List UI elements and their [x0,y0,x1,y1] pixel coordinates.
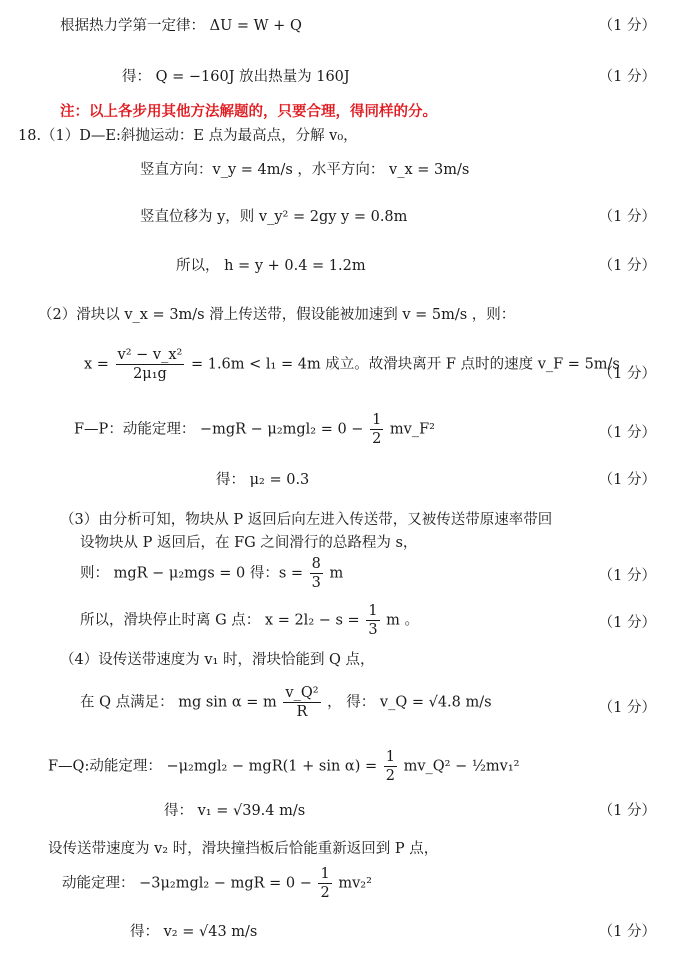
equation-left: F—Q:动能定理： −μ₂mgl₂ − mgR(1 + sin α) = [48,758,378,775]
q18-part1-heading: 18.（1）D—E:斜抛运动：E 点为最高点，分解 v₀， [18,128,358,144]
grading-note: 注：以上各步用其他方法解题的，只要合理，得同样的分。 [60,103,437,120]
q18-part3-setup: 设物块从 P 返回后，在 FG 之间滑行的总路程为 s， [80,535,418,551]
v2-result-line: 得： v₂ = √43 m/s [130,924,258,940]
equation-left: F—P：动能定理： −mgR − μ₂mgl₂ = 0 − [74,421,364,438]
equation-right: mv_F² [389,421,435,438]
equation-left: 在 Q 点满足： mg sin α = m [80,694,277,711]
fraction-denominator: 2μ₁g [133,366,167,382]
q-point-condition-line [80,684,492,721]
heat-result-line: 得： Q = −160J 放出热量为 160J [122,69,350,85]
score-mark: （1 分） [598,568,656,584]
fraction-denominator: 2 [385,768,395,784]
equation-right: mv_Q² − ½mv₁² [403,758,520,775]
fraction [384,748,397,785]
fraction-numerator: v² − v_x² [117,347,183,363]
fraction-denominator: 2 [320,885,330,901]
equation-left: x = [84,356,109,373]
score-mark: （1 分） [598,924,656,940]
fraction [283,684,320,721]
fraction-denominator: 3 [311,575,321,591]
score-mark: （1 分） [598,209,656,225]
score-mark: （1 分） [598,615,656,631]
fp-energy-line [74,411,435,448]
score-mark: （1 分） [598,700,656,716]
velocity-components-line: 竖直方向：v_y = 4m/s ，水平方向： v_x = 3m/s [140,162,470,178]
score-mark: （1 分） [598,472,656,488]
score-mark: （1 分） [598,69,656,85]
fraction [116,346,185,383]
q18-part3-heading: （3）由分析可知，物块从 P 返回后向左进入传送带，又被传送带原速率带回 [60,512,553,528]
fraction-denominator: 3 [368,622,378,638]
acceleration-check-line [84,346,620,383]
equation-right: ， 得： v_Q = √4.8 m/s [327,694,492,711]
fraction-numerator: 1 [320,866,330,882]
equation-right: m [329,565,344,582]
first-law-line: 根据热力学第一定律： ΔU = W + Q [60,18,302,34]
fq-energy-line [48,748,519,785]
q18-part4-heading: （4）设传送带速度为 v₁ 时，滑块恰能到 Q 点， [60,652,375,668]
score-mark: （1 分） [598,366,656,382]
score-mark: （1 分） [598,425,656,441]
fraction-numerator: 1 [368,603,378,619]
stop-position-line [80,602,419,639]
equation-left: 动能定理： −3μ₂mgl₂ − mgR = 0 − [62,875,312,892]
q18-part2-heading: （2）滑块以 v_x = 3m/s 滑上传送带，假设能被加速到 v = 5m/s ，则： [38,307,516,323]
score-mark: （1 分） [598,258,656,274]
v1-result-line: 得： v₁ = √39.4 m/s [164,803,306,819]
fraction [366,602,379,639]
fraction-numerator: 8 [311,556,321,572]
score-mark: （1 分） [598,803,656,819]
equation-left: 所以，滑块停止时离 G 点： x = 2l₂ − s = [80,612,360,629]
vertical-displacement-line: 竖直位移为 y，则 v_y² = 2gy y = 0.8m [140,209,408,225]
equation-left: 则： mgR − μ₂mgs = 0 得：s = [80,565,304,582]
equation-right: mv₂² [338,875,372,892]
fraction-numerator: 1 [385,749,395,765]
fraction-numerator: v_Q² [285,685,319,701]
fraction [310,555,323,592]
equation-right: = 1.6m < l₁ = 4m 成立。故滑块离开 F 点时的速度 v_F = 5m/s [190,356,620,373]
total-path-line [80,555,343,592]
fraction [318,865,331,902]
mu2-result-line: 得： μ₂ = 0.3 [216,472,310,488]
fraction-numerator: 1 [372,412,382,428]
height-result-line: 所以， h = y + 0.4 = 1.2m [176,258,366,274]
v2-setup-line: 设传送带速度为 v₂ 时，滑块撞挡板后恰能重新返回到 P 点， [48,841,439,857]
score-mark: （1 分） [598,18,656,34]
fraction-denominator: 2 [372,431,382,447]
fraction-denominator: R [296,704,308,720]
equation-right: m 。 [386,612,420,629]
v2-energy-line [62,865,372,902]
fraction [370,411,383,448]
